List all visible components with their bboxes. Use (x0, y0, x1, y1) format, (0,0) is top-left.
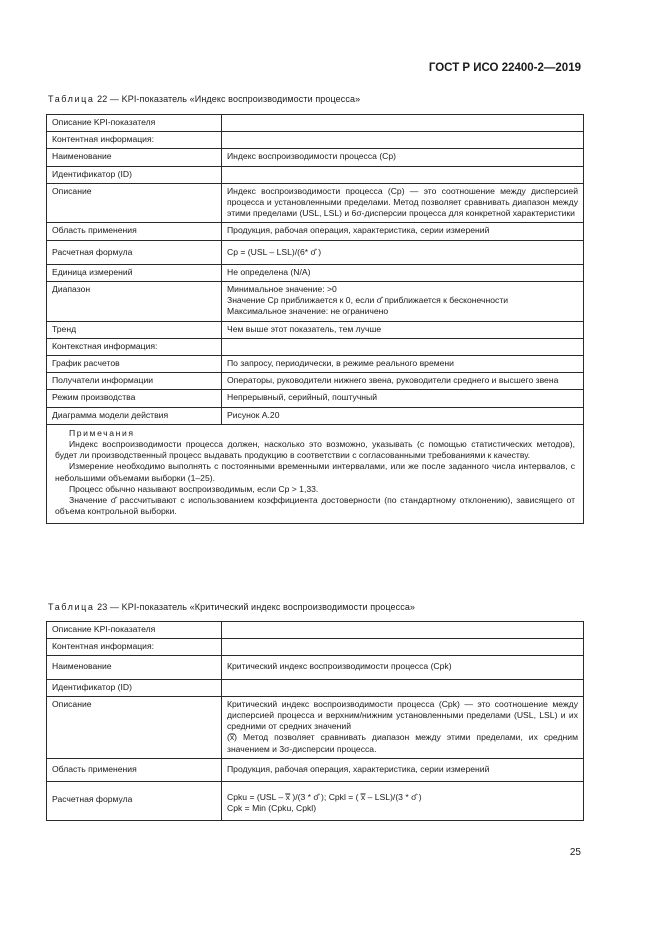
table-row (47, 240, 584, 264)
description-line: Критический индекс воспроизводимости процесса (Cpk) — это соотношение между дисперсией процесса и верхним/нижним установленными пределами (USL, LSL) и их средними от средних значений (227, 698, 578, 732)
table-row (47, 115, 584, 132)
table-23-caption (48, 602, 415, 612)
row-value: По запросу, периодически, в режиме реального времени (222, 356, 584, 373)
row-value: Индекс воспроизводимости процесса (Cp) — это соотношение между дисперсией процесса и установленными пределами. Метод позволяет сравнивать диапазон между этими пределами (USL, LSL) и 6σ-дисперсии процесса для конкретной характеристики (222, 183, 584, 223)
formula-line: Cpku = (USL – x̿ )/(3 * σ̂ ); Cpkl = ( x̿ – LSL)/(3 * σ̂ ) (227, 792, 422, 803)
row-value (222, 115, 584, 132)
row-label: Описание (47, 183, 222, 223)
table-22-caption (48, 94, 360, 104)
table-row (47, 338, 584, 355)
row-value (222, 132, 584, 149)
row-value (222, 679, 584, 696)
range-line: Значение Cp приближается к 0, если σ̂ приближается к бесконечности (227, 295, 509, 306)
note-paragraph: Индекс воспроизводимости процесса должен, насколько это возможно, указывать (с помощью статистических методов), будет ли производственный процесс выдавать продукцию в соответствии с согласованными требованиями к качеству. (55, 439, 575, 461)
table-22 (46, 114, 584, 524)
table-row (47, 264, 584, 281)
row-label: Тренд (47, 321, 222, 338)
row-label: Единица измерений (47, 264, 222, 281)
notes-title: Примечания (69, 427, 135, 438)
row-label: Описание (47, 696, 222, 758)
row-value (222, 639, 584, 656)
row-label: Описание KPI-показателя (47, 115, 222, 132)
row-value: Критический индекс воспроизводимости процесса (Cpk) (222, 656, 584, 679)
row-value: Продукция, рабочая операция, характеристика, серии измерений (222, 223, 584, 240)
row-label: Расчетная формула (47, 782, 222, 821)
table-row (47, 390, 584, 407)
row-label: Диаграмма модели действия (47, 407, 222, 424)
table-row (47, 223, 584, 240)
table-row (47, 696, 584, 758)
row-value: Рисунок А.20 (222, 407, 584, 424)
row-label: Контентная информация: (47, 639, 222, 656)
table-23-caption-prefix: Таблица (48, 602, 95, 612)
row-value (222, 282, 584, 322)
row-value: Не определена (N/A) (222, 264, 584, 281)
table-23-caption-text: 23 — KPI-показатель «Критический индекс воспроизводимости процесса» (97, 602, 416, 612)
note-paragraph: Измерение необходимо выполнять с постоянными временными интервалами, или же после заданного числа интервалов, с небольшими объемами выборки (1–25). (55, 461, 575, 483)
table-22-caption-prefix: Таблица (48, 94, 95, 104)
note-paragraph: Значение σ̂ рассчитывают с использованием коэффициента достоверности (по стандартному отклонению), зависящего от объема контрольной выборки. (55, 495, 575, 517)
table-row (47, 321, 584, 338)
row-value: Непрерывный, серийный, поштучный (222, 390, 584, 407)
table-row (47, 132, 584, 149)
row-value (222, 166, 584, 183)
row-label: Режим производства (47, 390, 222, 407)
notes-row (47, 424, 584, 524)
table-row (47, 656, 584, 679)
notes-cell (47, 424, 584, 524)
table-row (47, 622, 584, 639)
table-row (47, 639, 584, 656)
row-label: Идентификатор (ID) (47, 679, 222, 696)
row-label: Наименование (47, 149, 222, 166)
table-23 (46, 621, 584, 821)
row-value (222, 622, 584, 639)
table-row (47, 282, 584, 322)
table-row (47, 149, 584, 166)
table-22-caption-text: 22 — KPI-показатель «Индекс воспроизводимости процесса» (97, 94, 361, 104)
table-row (47, 356, 584, 373)
document-standard-number: ГОСТ Р ИСО 22400-2—2019 (428, 62, 581, 74)
row-label: Описание KPI-показателя (47, 622, 222, 639)
row-value: Операторы, руководители нижнего звена, руководители среднего и высшего звена (222, 373, 584, 390)
row-value (222, 338, 584, 355)
table-row (47, 679, 584, 696)
table-row (47, 166, 584, 183)
range-line: Минимальное значение: >0 (227, 284, 337, 295)
row-label: График расчетов (47, 356, 222, 373)
formula-line: Cpk = Min (Cpku, Cpkl) (227, 803, 317, 814)
page-number: 25 (569, 847, 581, 858)
range-line: Максимальное значение: не ограничено (227, 306, 389, 317)
table-row (47, 758, 584, 781)
table-row (47, 782, 584, 821)
row-label: Расчетная формула (47, 240, 222, 264)
row-label: Контекстная информация: (47, 338, 222, 355)
row-label: Идентификатор (ID) (47, 166, 222, 183)
table-row (47, 373, 584, 390)
table-row (47, 407, 584, 424)
formula-value: Cp = (USL – LSL)/(6* σ̂ ) (222, 240, 584, 264)
row-value: Продукция, рабочая операция, характеристика, серии измерений (222, 758, 584, 781)
description-line: (x̿) Метод позволяет сравнивать диапазон между этими пределами, их средним значением и 3σ-дисперсии процесса. (227, 732, 578, 754)
row-label: Контентная информация: (47, 132, 222, 149)
row-label: Область применения (47, 758, 222, 781)
row-value: Чем выше этот показатель, тем лучше (222, 321, 584, 338)
row-label: Диапазон (47, 282, 222, 322)
row-value (222, 696, 584, 758)
note-paragraph: Процесс обычно называют воспроизводимым, если Cp > 1,33. (69, 483, 319, 494)
row-value: Индекс воспроизводимости процесса (Cp) (222, 149, 584, 166)
table-row (47, 183, 584, 223)
formula-value (222, 782, 584, 821)
row-label: Получатели информации (47, 373, 222, 390)
row-label: Область применения (47, 223, 222, 240)
row-label: Наименование (47, 656, 222, 679)
